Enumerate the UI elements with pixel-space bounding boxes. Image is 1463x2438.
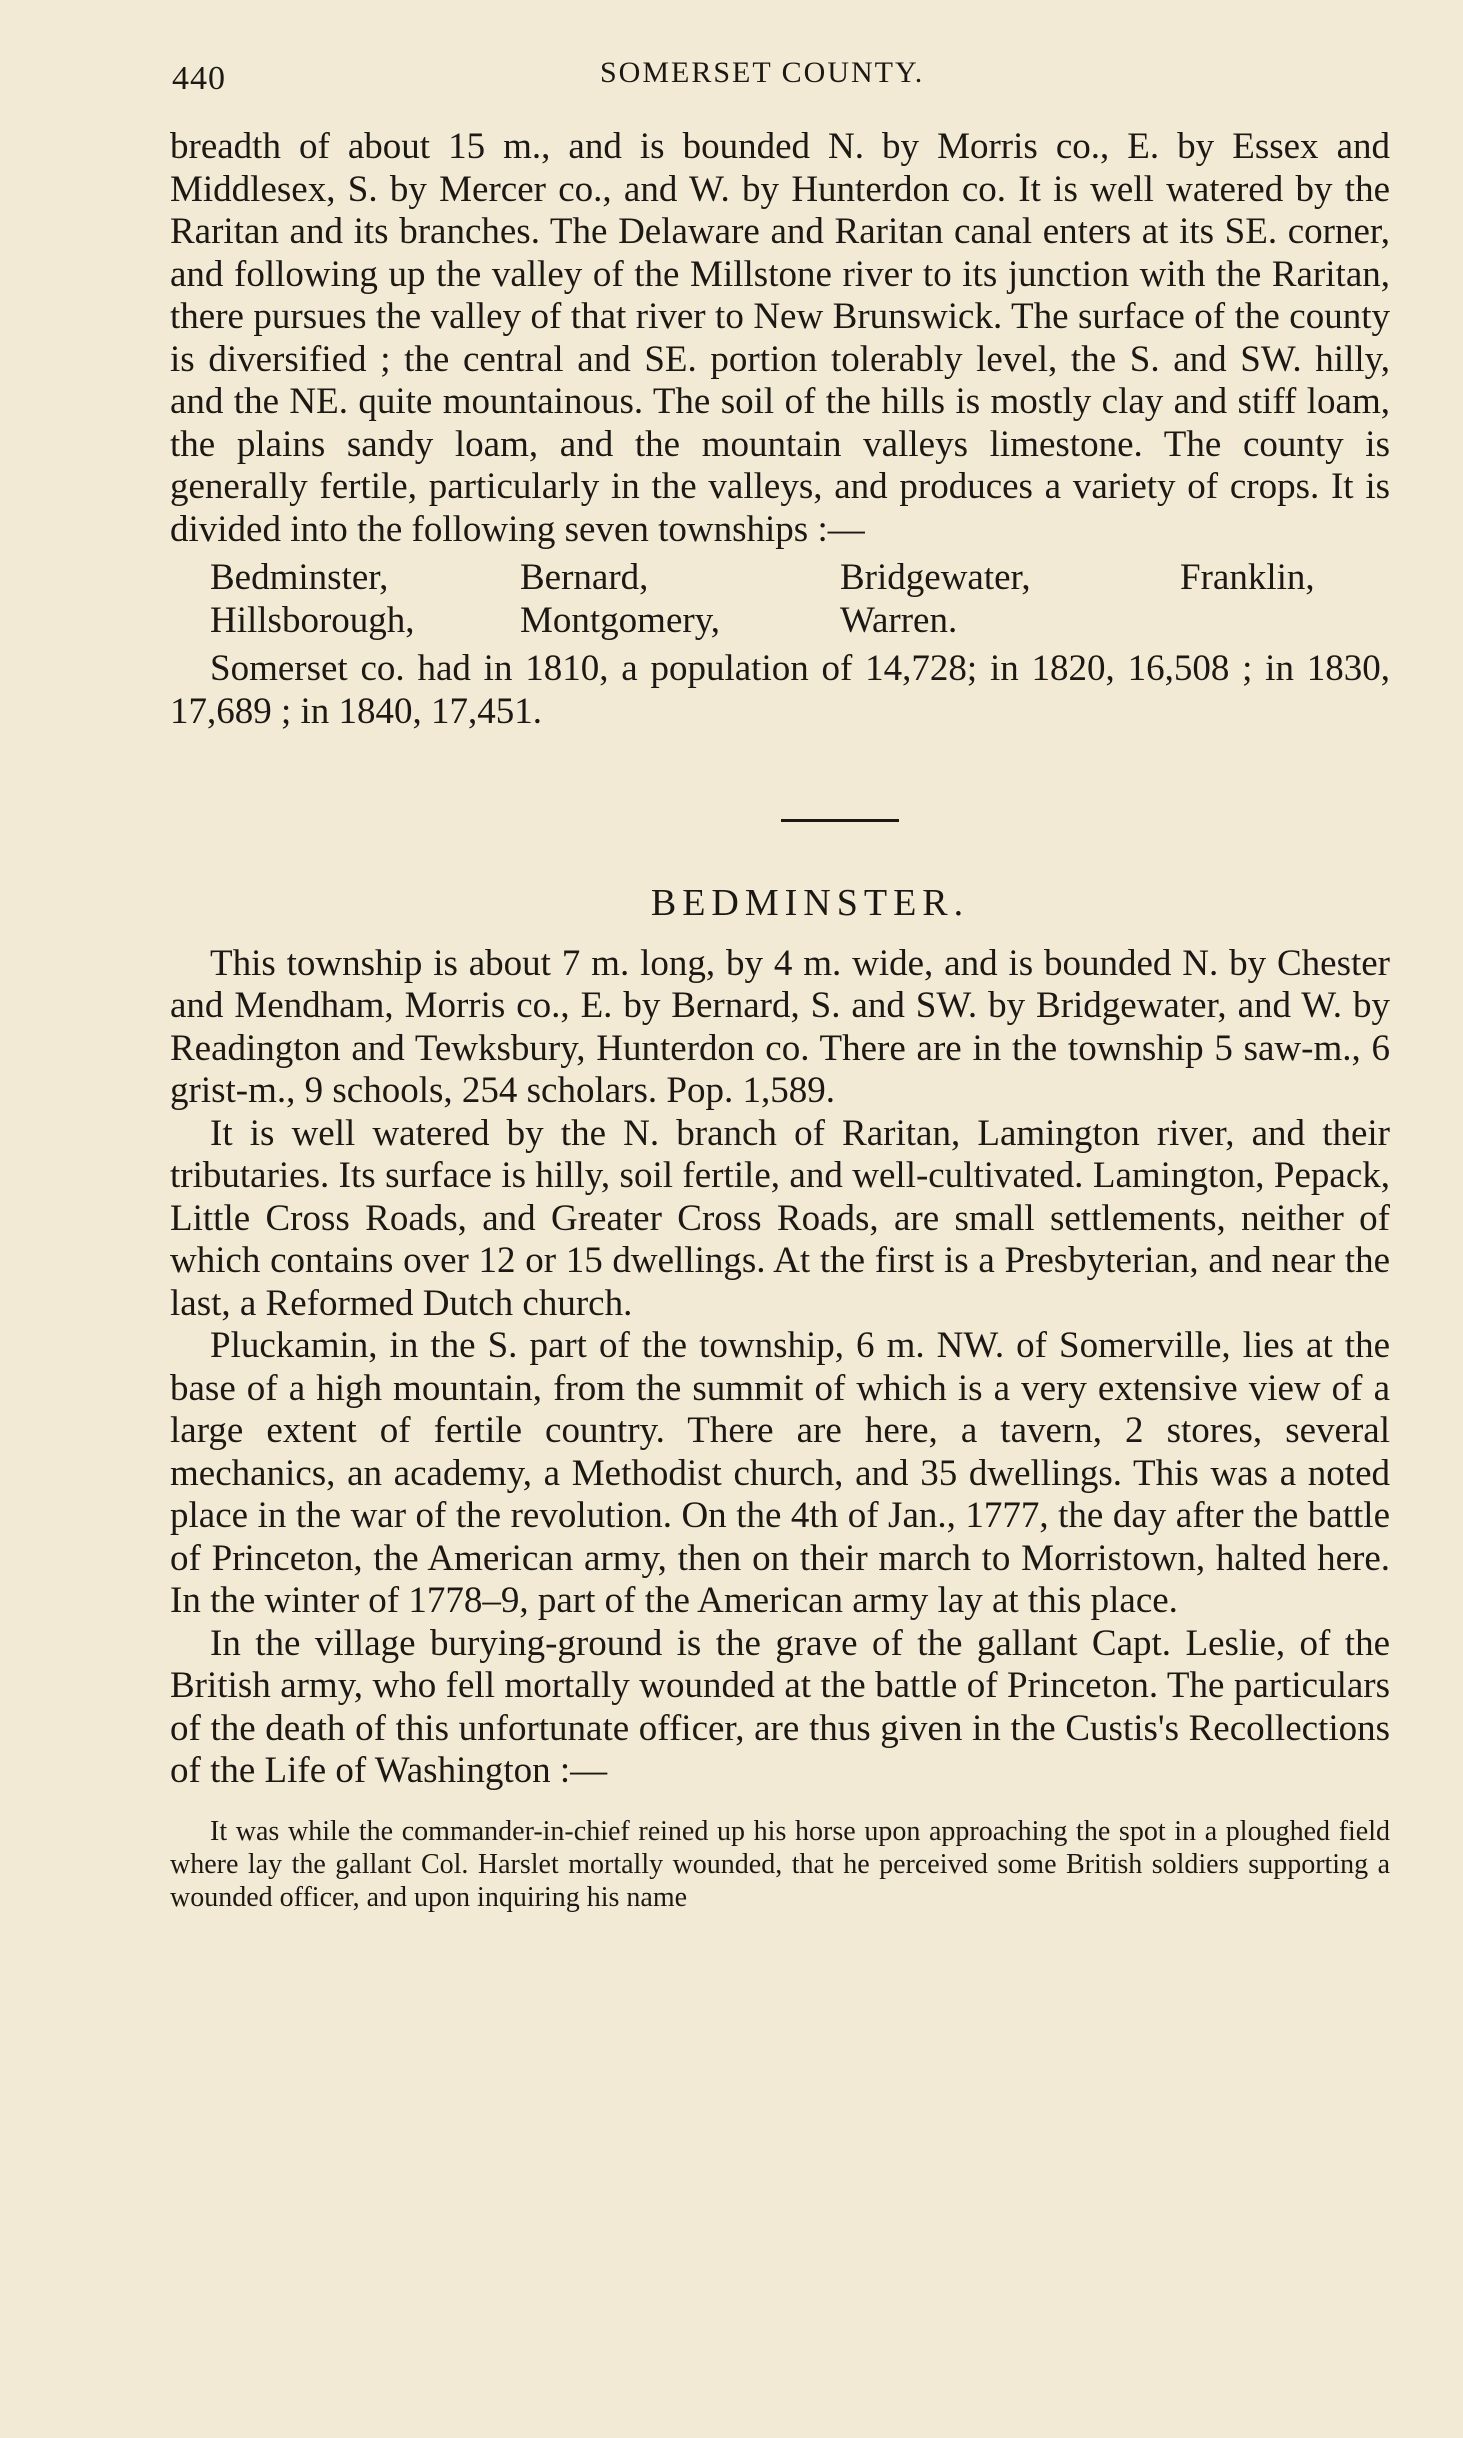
township-item: Hillsborough, [210, 599, 415, 641]
township-item: Bedminster, [210, 557, 389, 598]
township-item: Bridgewater, [840, 557, 1031, 598]
page-body [170, 126, 1390, 1914]
section-title: BEDMINSTER. [650, 882, 970, 924]
quoted-extract: It was while the commander-in-chief reined up his horse upon approaching the spot in a ploughed field where lay the gallant Col. Harslet mortally wounded, that he perceived some British soldiers supporting a wounded officer, and upon inquiring his name [170, 1815, 1390, 1913]
page-header [170, 52, 1390, 102]
body-paragraph: Pluckamin, in the S. part of the township, 6 m. NW. of Somerville, lies at the base of a high mountain, from the summit of which is a very extensive view of a large extent of fertile country. There are here, a tavern, 2 stores, several mechanics, an academy, a Methodist church, and 35 dwellings. This was a noted place in the war of the revolution. On the 4th of Jan., 1777, the day after the battle of Princeton, the American army, then on their march to Morristown, halted here. In the winter of 1778–9, part of the American army lay at this place. [170, 1325, 1390, 1621]
township-list [210, 557, 1390, 642]
running-head: SOMERSET COUNTY. [600, 56, 925, 89]
section-divider [781, 819, 899, 822]
body-paragraph: This township is about 7 m. long, by 4 m. wide, and is bounded N. by Chester and Mendham, Morris co., E. by Bernard, S. and SW. by Bridgewater, and W. by Readington and Tewksbury, Hunterdon co. There are in the township 5 saw-m., 6 grist-m., 9 schools, 254 scholars. Pop. 1,589. [170, 942, 1390, 1111]
body-paragraph: It is well watered by the N. branch of Raritan, Lamington river, and their tributaries. Its surface is hilly, soil fertile, and well-cultivated. Lamington, Pepack, Little Cross Roads, and Greater Cross Roads, are small settlements, neither of which contains over 12 or 15 dwellings. At the first is a Presbyterian, and near the last, a Reformed Dutch church. [170, 1112, 1390, 1324]
population-paragraph: Somerset co. had in 1810, a population of 14,728; in 1820, 16,508 ; in 1830, 17,689 ; in 1840, 17,451. [170, 648, 1390, 732]
county-intro-paragraph: breadth of about 15 m., and is bounded N. by Morris co., E. by Essex and Middlesex, S. by Mercer co., and W. by Hunterdon co. It is well watered by the Raritan and its branches. The Delaware and Raritan canal enters at its SE. corner, and following up the valley of the Millstone river to its junction with the Raritan, there pursues the valley of that river to New Brunswick. The surface of the county is diversified ; the central and SE. portion tolerably level, the S. and SW. hilly, and the NE. quite mountainous. The soil of the hills is mostly clay and stiff loam, the plains sandy loam, and the mountain valleys limestone. The county is generally fertile, particularly in the valleys, and produces a variety of crops. It is divided into the following seven townships :— [170, 126, 1390, 550]
township-item: Franklin, [1180, 557, 1315, 598]
township-item: Bernard, [520, 557, 649, 598]
township-item: Montgomery, [520, 599, 721, 641]
township-item: Warren. [840, 599, 958, 641]
body-paragraph: In the village burying-ground is the grave of the gallant Capt. Leslie, of the British army, who fell mortally wounded at the battle of Princeton. The particulars of the death of this unfortunate officer, are thus given in the Custis's Recollections of the Life of Washington :— [170, 1622, 1390, 1791]
page-number: 440 [172, 60, 226, 97]
